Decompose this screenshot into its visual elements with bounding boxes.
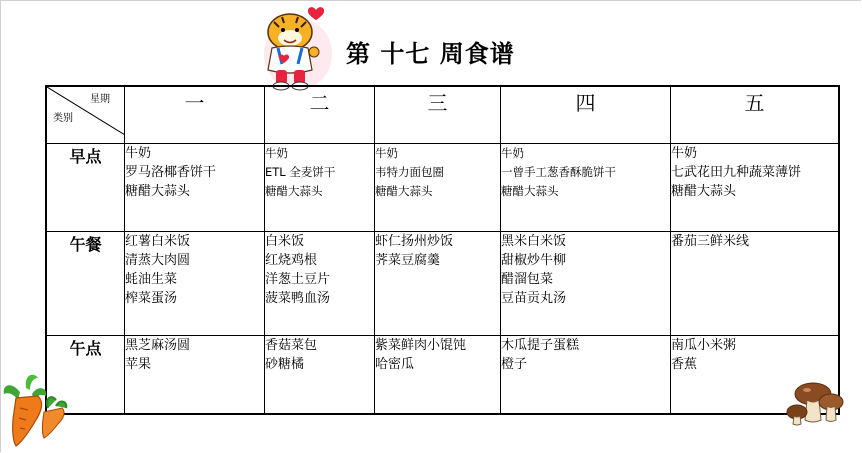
menu-cell xyxy=(375,336,501,414)
menu-item: 香菇菜包 xyxy=(265,338,318,353)
menu-item: 七武花田九种蔬菜薄饼 xyxy=(671,165,802,180)
menu-item: 黑芝麻汤圆 xyxy=(125,338,191,353)
menu-item: 白米饭 xyxy=(265,234,305,249)
menu-item: 罗马洛椰香饼干 xyxy=(125,165,217,180)
menu-item: 香蕉 xyxy=(671,357,698,372)
menu-cell xyxy=(501,336,671,414)
menu-row xyxy=(47,232,839,336)
menu-item: 苹果 xyxy=(125,357,152,372)
menu-item: 韦特力面包圈 xyxy=(375,165,444,179)
menu-cell xyxy=(125,336,265,414)
menu-item: 醋溜包菜 xyxy=(501,272,554,287)
menu-item: 洋葱土豆片 xyxy=(265,272,331,287)
menu-cell xyxy=(671,144,839,232)
day-header-mon: 一 xyxy=(125,87,265,144)
menu-item: 砂糖橘 xyxy=(265,357,305,372)
menu-item: 紫菜鲜肉小馄饨 xyxy=(375,338,467,353)
meal-label: 早点 xyxy=(47,144,125,232)
menu-cell xyxy=(375,144,501,232)
menu-item: 糖醋大蒜头 xyxy=(501,184,559,198)
header-row xyxy=(47,87,839,144)
day-header-wed: 三 xyxy=(375,87,501,144)
menu-item: 木瓜提子蛋糕 xyxy=(501,338,580,353)
corner-cell xyxy=(47,87,125,144)
menu-item: 黑米白米饭 xyxy=(501,234,567,249)
menu-item: 红薯白米饭 xyxy=(125,234,191,249)
menu-cell xyxy=(671,232,839,336)
menu-cell xyxy=(265,232,375,336)
corner-week-label: 星期 xyxy=(90,94,110,105)
menu-cell xyxy=(375,232,501,336)
menu-item: 糖醋大蒜头 xyxy=(265,184,323,198)
menu-item: 甜椒炒牛柳 xyxy=(501,253,567,268)
menu-item: 清蒸大肉圆 xyxy=(125,253,191,268)
menu-cell xyxy=(265,336,375,414)
menu-cell xyxy=(501,144,671,232)
menu-item: 哈密瓜 xyxy=(375,357,415,372)
menu-item: 牛奶 xyxy=(125,146,152,161)
menu-row xyxy=(47,144,839,232)
meal-label: 午点 xyxy=(47,336,125,414)
menu-item: 番茄三鲜米线 xyxy=(671,234,750,249)
menu-item: 红烧鸡根 xyxy=(265,253,318,268)
weekly-menu-table xyxy=(46,86,839,414)
menu-item: 糖醋大蒜头 xyxy=(671,184,737,199)
corner-category-label: 类别 xyxy=(53,113,73,124)
menu-item: 牛奶 xyxy=(671,146,698,161)
menu-item: ETL 全麦饼干 xyxy=(265,165,336,179)
menu-item: 糖醋大蒜头 xyxy=(375,184,433,198)
menu-item: 豆苗贡丸汤 xyxy=(501,291,567,306)
menu-item: 糖醋大蒜头 xyxy=(125,184,191,199)
menu-cell xyxy=(125,144,265,232)
tiger-mascot-icon xyxy=(254,4,340,96)
day-header-tue: 二 xyxy=(265,87,375,144)
menu-item: 牛奶 xyxy=(501,146,524,160)
menu-item: 橙子 xyxy=(501,357,528,372)
carrot-icon xyxy=(0,372,80,450)
page-title: 第 十七 周食谱 xyxy=(346,39,515,68)
meal-label: 午餐 xyxy=(47,232,125,336)
menu-item: 牛奶 xyxy=(265,146,288,160)
menu-cell xyxy=(265,144,375,232)
menu-item: 荠菜豆腐羹 xyxy=(375,253,441,268)
day-header-fri: 五 xyxy=(671,87,839,144)
menu-item: 菠菜鸭血汤 xyxy=(265,291,331,306)
menu-item: 南瓜小米粥 xyxy=(671,338,737,353)
mushroom-icon xyxy=(783,378,847,428)
menu-row xyxy=(47,336,839,414)
menu-item: 一曾手工葱香酥脆饼干 xyxy=(501,165,616,179)
menu-item: 榨菜蛋汤 xyxy=(125,291,178,306)
day-header-thu: 四 xyxy=(501,87,671,144)
menu-item: 蚝油生菜 xyxy=(125,272,178,287)
menu-cell xyxy=(125,232,265,336)
menu-cell xyxy=(501,232,671,336)
menu-item: 牛奶 xyxy=(375,146,398,160)
menu-item: 虾仁扬州炒饭 xyxy=(375,234,454,249)
